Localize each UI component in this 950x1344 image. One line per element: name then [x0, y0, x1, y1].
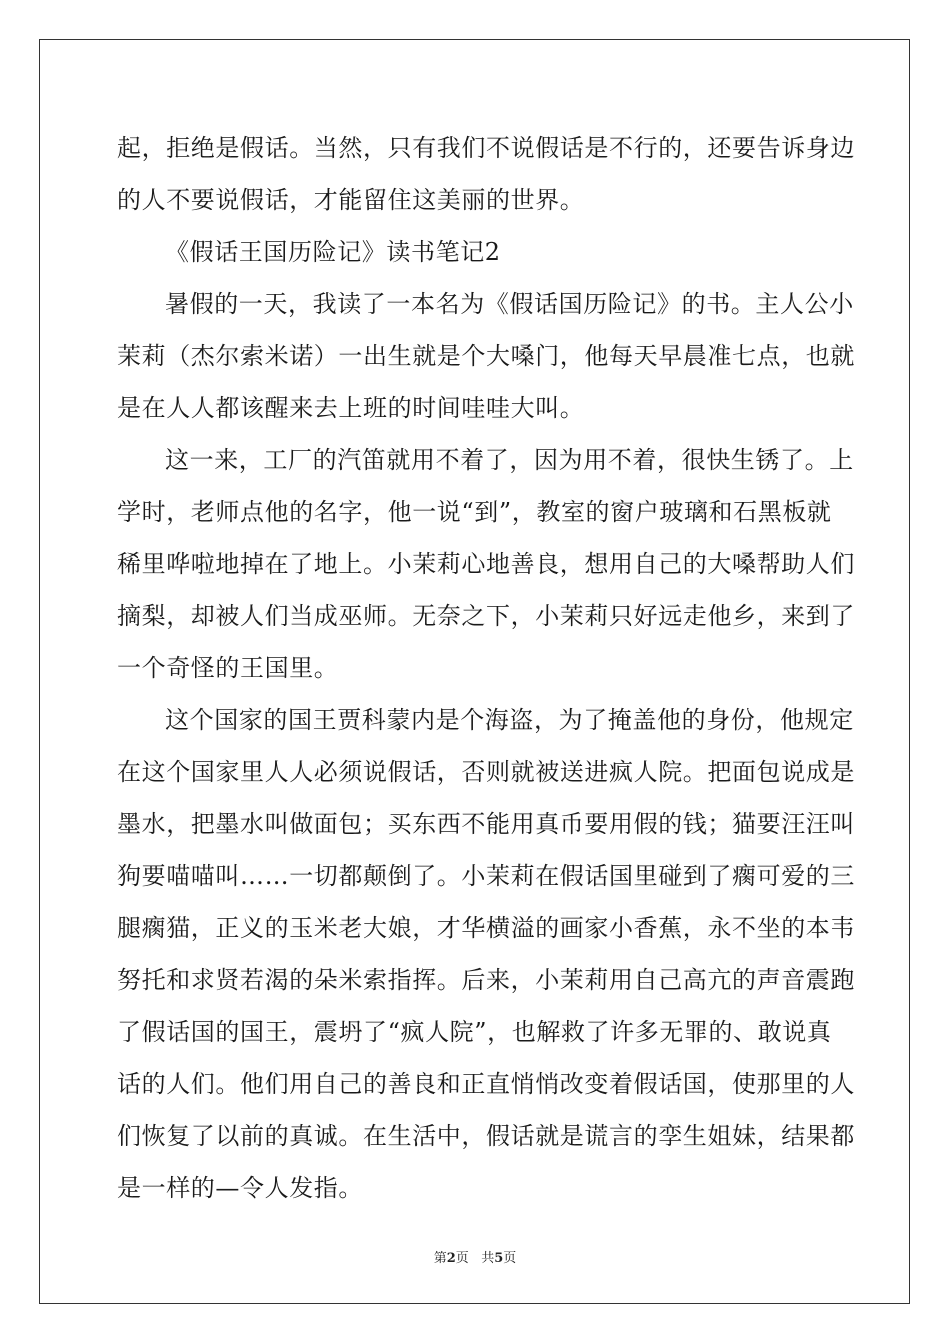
text-line: 是在人人都该醒来去上班的时间哇哇大叫。	[117, 394, 585, 422]
footer-total-suffix: 页	[503, 1251, 517, 1266]
footer-page-prefix: 第	[433, 1251, 447, 1266]
text-line: 了假话国的国王，震坍了“疯人院”，也解救了许多无罪的、敢说真	[117, 1018, 832, 1046]
section-heading: 《假话王国历险记》读书笔记2	[165, 238, 501, 266]
text-line: 墨水，把墨水叫做面包；买东西不能用真币要用假的钱；猫要汪汪叫	[117, 810, 855, 838]
text-line: 的人不要说假话，才能留住这美丽的世界。	[117, 186, 585, 214]
text-line: 在这个国家里人人必须说假话，否则就被送进疯人院。把面包说成是	[117, 758, 855, 786]
text-line: 一个奇怪的王国里。	[117, 654, 339, 682]
text-line: 狗要喵喵叫……一切都颠倒了。小茉莉在假话国里碰到了瘸可爱的三	[117, 862, 855, 890]
text-line: 是一样的—令人发指。	[117, 1174, 363, 1202]
text-line: 学时，老师点他的名字，他一说“到”，教室的窗户玻璃和石黑板就	[117, 498, 832, 526]
text-line: 们恢复了以前的真诚。在生活中，假话就是谎言的孪生姐妹，结果都	[117, 1122, 855, 1150]
text-line: 摘梨，却被人们当成巫师。无奈之下，小茉莉只好远走他乡，来到了	[117, 602, 855, 630]
text-line: 话的人们。他们用自己的善良和正直悄悄改变着假话国，使那里的人	[117, 1070, 855, 1098]
footer-total-prefix: 共	[481, 1251, 495, 1266]
footer-page-number: 2	[446, 1251, 456, 1266]
text-line: 起，拒绝是假话。当然，只有我们不说假话是不行的，还要告诉身边	[117, 134, 855, 162]
text-line: 这个国家的国王贾科蒙内是个海盗，为了掩盖他的身份，他规定	[165, 706, 854, 734]
text-line: 腿瘸猫，正义的玉米老大娘，才华横溢的画家小香蕉，永不坐的本韦	[117, 914, 855, 942]
text-line: 这一来，工厂的汽笛就用不着了，因为用不着，很快生锈了。上	[165, 446, 854, 474]
page-footer	[0, 1247, 950, 1266]
text-line: 努托和求贤若渴的朵米索指挥。后来，小茉莉用自己高亢的声音震跑	[117, 966, 855, 994]
text-line: 暑假的一天，我读了一本名为《假话国历险记》的书。主人公小	[165, 290, 854, 318]
text-line: 稀里哗啦地掉在了地上。小茉莉心地善良，想用自己的大嗓帮助人们	[117, 550, 855, 578]
footer-total-number: 5	[494, 1251, 504, 1266]
footer-page-suffix: 页	[455, 1251, 469, 1266]
text-line: 茉莉（杰尔索米诺）一出生就是个大嗓门，他每天早晨准七点，也就	[117, 342, 855, 370]
